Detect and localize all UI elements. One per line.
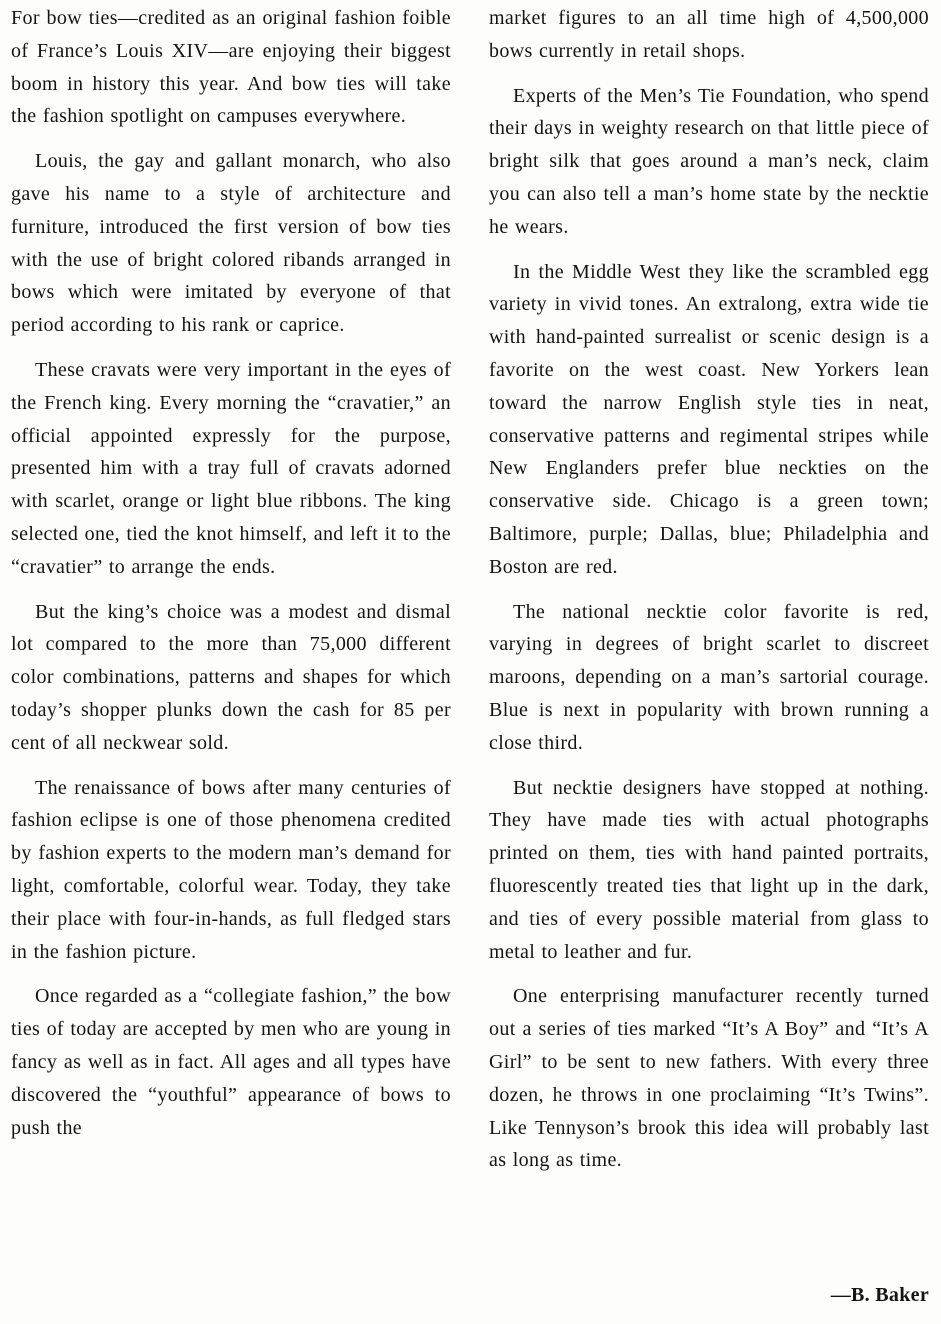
paragraph: But necktie designers have stopped at nothing. They have made ties with actual photographs printed on them, ties with hand painted portraits, fluorescently treated ties that light up in the dark, and ties of every possible material from glass to metal to leather and fur. — [489, 776, 929, 963]
paragraph: Experts of the Men’s Tie Foundation, who spend their days in weighty research on that little piece of bright silk that goes around a man’s neck, claim you can also tell a man’s home state by the necktie he wears. — [489, 84, 929, 238]
paragraph: For bow ties—credited as an original fashion foible of France’s Louis XIV—are enjoying their biggest boom in history this year. And bow ties will take the fashion spotlight on campuses everywhere. — [11, 7, 451, 128]
left-text-column — [11, 2, 451, 1156]
paragraph: The national necktie color favorite is red, varying in degrees of bright scarlet to discreet maroons, depending on a man’s sartorial courage. Blue is next in popularity with brown running a close third. — [489, 600, 929, 754]
paragraph: One enterprising manufacturer recently turned out a series of ties marked “It’s A Boy” and “It’s A Girl” to be sent to new fathers. With every three dozen, he throws in one proclaiming “It’s Twins”. Like Tennyson’s brook this idea will probably last as long as time. — [489, 985, 929, 1172]
paragraph: The renaissance of bows after many centuries of fashion eclipse is one of those phenomena credited by fashion experts to the modern man’s demand for light, comfortable, colorful wear. Today, they take their place with four-in-hands, as full fledged stars in the fashion picture. — [11, 776, 451, 963]
paragraph: These cravats were very important in the eyes of the French king. Every morning the “cravatier,” an official appointed expressly for the purpose, presented him with a tray full of cravats adorned with scarlet, orange or light blue ribbons. The king selected one, tied the knot himself, and left it to the “cravatier” to arrange the ends. — [11, 358, 451, 578]
paragraph: Once regarded as a “collegiate fashion,” the bow ties of today are accepted by men who are young in fancy as well as in fact. All ages and all types have discovered the “youthful” appearance of bows to push the — [11, 985, 451, 1139]
author-byline: —B. Baker — [830, 1284, 929, 1306]
paragraph: market figures to an all time high of 4,500,000 bows currently in retail shops. — [489, 7, 929, 62]
paragraph: But the king’s choice was a modest and dismal lot compared to the more than 75,000 different color combinations, patterns and shapes for which today’s shopper plunks down the cash for 85 per cent of all neckwear sold. — [11, 600, 451, 754]
paragraph: In the Middle West they like the scrambled egg variety in vivid tones. An extralong, extra wide tie with hand-painted surrealist or scenic design is a favorite on the west coast. New Yorkers lean toward the narrow English style ties in neat, conservative patterns and regimental stripes while New Englanders prefer blue neckties on the conservative side. Chicago is a green town; Baltimore, purple; Dallas, blue; Philadelphia and Boston are red. — [489, 260, 929, 578]
paragraph: Louis, the gay and gallant monarch, who also gave his name to a style of architecture and furniture, introduced the first version of bow ties with the use of bright colored ribands arranged in bows which were imitated by everyone of that period according to his rank or caprice. — [11, 150, 451, 337]
right-text-column — [489, 2, 929, 1189]
